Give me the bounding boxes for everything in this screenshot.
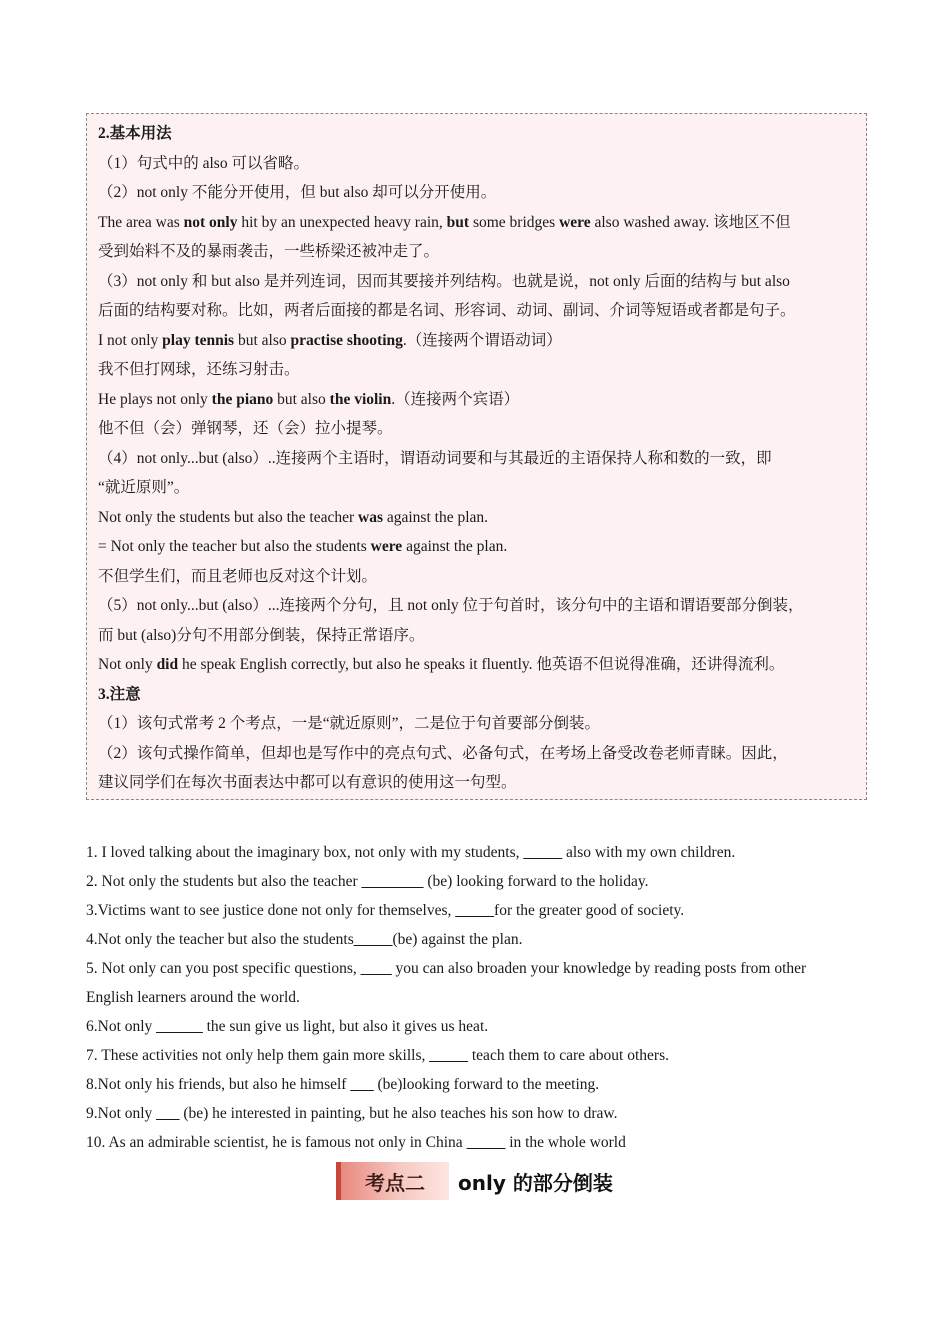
rule-4-line-2: “就近原则”。 <box>98 479 190 496</box>
note-2-line-2: 建议同学们在每次书面表达中都可以有意识的使用这一句型。 <box>98 774 517 791</box>
rule-5-line-2: 而 but (also)分句不用部分倒装，保持正常语序。 <box>98 626 425 644</box>
heading-basic-usage: 2.基本用法 <box>98 125 172 142</box>
rule-2: （2）not only 不能分开使用，但 but also 却可以分开使用。 <box>98 184 497 201</box>
answer-blank: _____ <box>523 844 563 861</box>
example-6: Not only did he speak English correctly, but also he speaks it fluently. 他英语不但说得准确，还讲得流利。 <box>98 656 785 673</box>
answer-blank: ________ <box>361 873 424 890</box>
example-3: He plays not only the piano but also the violin.（连接两个宾语） <box>98 390 520 408</box>
question-5: 5. Not only can you post specific questions, ____ you can also broaden your knowledge by reading posts from other <box>86 960 807 977</box>
section-badge: 考点二 <box>336 1162 449 1200</box>
answer-blank: _____ <box>429 1047 468 1064</box>
example-1-translation: 受到始料不及的暴雨袭击，一些桥梁还被冲走了。 <box>98 243 440 260</box>
rule-3-line-1: （3）not only 和 but also 是并列连词，因而其要接并列结构。也就是说，not only 后面的结构与 but also <box>98 272 790 290</box>
example-2: I not only play tennis but also practise shooting.（连接两个谓语动词） <box>98 331 562 349</box>
question-4: 4.Not only the teacher but also the students_____(be) against the plan. <box>86 931 523 948</box>
example-5-translation: 不但学生们，而且老师也反对这个计划。 <box>98 567 378 585</box>
example-1: The area was not only hit by an unexpected heavy rain, but some bridges were also washed away. 该地区不但 <box>98 213 791 231</box>
answer-blank: ___ <box>350 1076 374 1093</box>
rule-3-line-2: 后面的结构要对称。比如，两者后面接的都是名词、形容词、动词、副词、介词等短语或者都是句子。 <box>98 302 796 319</box>
question-1: 1. I loved talking about the imaginary box, not only with my students, _____ also with my own children. <box>86 844 736 861</box>
question-10: 10. As an admirable scientist, he is famous not only in China _____ in the whole world <box>86 1134 626 1151</box>
answer-blank: ______ <box>156 1018 203 1035</box>
grammar-notes-box <box>86 113 867 800</box>
example-3-translation: 他不但（会）弹钢琴，还（会）拉小提琴。 <box>98 420 393 437</box>
question-3: 3.Victims want to see justice done not only for themselves, _____for the greater good of society. <box>86 902 685 919</box>
section-header <box>336 1162 613 1200</box>
example-5: = Not only the teacher but also the students were against the plan. <box>98 538 508 555</box>
example-4: Not only the students but also the teacher was against the plan. <box>98 508 489 526</box>
question-5-continued: English learners around the world. <box>86 989 300 1006</box>
answer-blank: _____ <box>455 902 495 919</box>
rule-5-line-1: （5）not only...but (also）...连接两个分句，且 not only 位于句首时，该分句中的主语和谓语要部分倒装， <box>98 597 804 614</box>
question-9: 9.Not only ___ (be) he interested in painting, but he also teaches his son how to draw. <box>86 1105 618 1122</box>
question-6: 6.Not only ______ the sun give us light, but also it gives us heat. <box>86 1018 489 1035</box>
question-8: 8.Not only his friends, but also he himself ___ (be)looking forward to the meeting. <box>86 1076 600 1093</box>
answer-blank: _____ <box>466 1134 506 1151</box>
rule-1: （1）句式中的 also 可以省略。 <box>98 154 309 172</box>
note-1: （1）该句式常考 2 个考点，一是“就近原则”，二是位于句首要部分倒装。 <box>98 715 601 732</box>
note-2-line-1: （2）该句式操作简单，但却也是写作中的亮点句式、必备句式，在考场上备受改卷老师青睐。因此， <box>98 744 788 762</box>
answer-blank: ___ <box>156 1105 180 1122</box>
question-7: 7. These activities not only help them gain more skills, _____ teach them to care about others. <box>86 1047 669 1064</box>
exercise-list <box>86 838 866 1157</box>
section-title: only 的部分倒装 <box>458 1170 613 1195</box>
answer-blank: ____ <box>360 960 392 977</box>
heading-notes: 3.注意 <box>98 685 141 703</box>
question-2: 2. Not only the students but also the teacher ________ (be) looking forward to the holiday. <box>86 873 649 890</box>
answer-blank: _____ <box>353 931 393 948</box>
example-2-translation: 我不但打网球，还练习射击。 <box>98 361 300 378</box>
rule-4-line-1: （4）not only...but (also）..连接两个主语时，谓语动词要和与其最近的主语保持人称和数的一致，即 <box>98 449 772 467</box>
